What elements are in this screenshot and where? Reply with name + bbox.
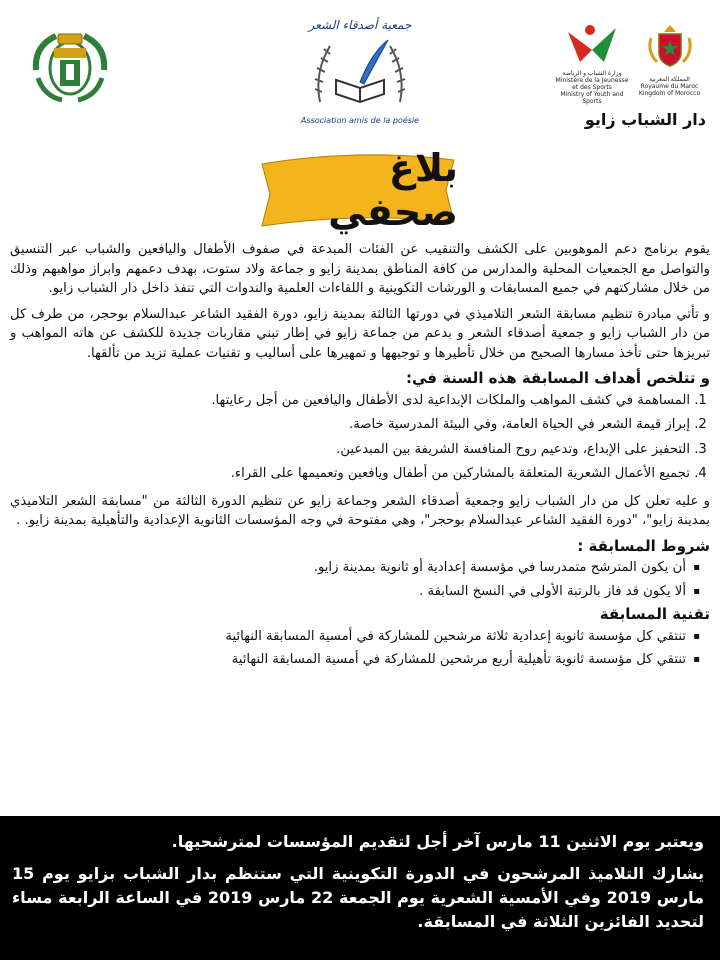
- list-item: 4. تجميع الأعمال الشعرية المتعلقة بالمشاركين من أطفال ويافعين وتعميمها على القراء.: [10, 464, 690, 484]
- ministry-mark-icon: [562, 22, 622, 66]
- deadline-line: ويعتبر يوم الاثنين 11 مارس آخر أجل لتقديم المؤسسات لمترشحيها.: [171, 832, 704, 851]
- coat-of-arms-icon: [645, 22, 695, 72]
- list-item: 3. التحفيز على الإبداع، وتدعيم روح المنافسة الشريفة بين المبدعين.: [10, 440, 690, 460]
- association-logo: [300, 18, 420, 133]
- list-item: 1. المساهمة في كشف المواهب والملكات الإبداعية لدى الأطفال واليافعين من أجل رعايتها.: [10, 391, 690, 411]
- technique-title: تقنية المسابقة: [599, 605, 710, 623]
- kingdom-name-fr: Royaume du Maroc: [640, 83, 699, 90]
- technique-list: [10, 627, 710, 670]
- kingdom-name-ar: المملكة المغربية: [649, 76, 690, 83]
- banner-title: بلاغ صحفي: [328, 146, 458, 234]
- objectives-title: و تتلخص أهداف المسابقة هذه السنة في:: [405, 369, 710, 387]
- announcement-paragraph: و عليه تعلن كل من دار الشباب زايو وجمعية أصدقاء الشعر وجماعة زايو عن تنظيم الدورة الثالثة من "مسابقة الشعر التلاميذي بمدينة زايو"، "دورة الفقيد الشاعر عبدالسلام بوحجر"، وهي مفتوحة في وجه المؤسسات الثانوية الإعدادية والتأهيلية بمدينة زايو. .: [10, 493, 710, 528]
- youth-house-name: دار الشباب زايو: [584, 110, 706, 129]
- list-item: ▪ تنتقي كل مؤسسة ثانوية تأهيلية أربع مرشحين للمشاركة في أمسية المسابقة النهائية: [10, 650, 686, 670]
- intro-paragraph-2: و تأتي مبادرة تنظيم مسابقة الشعر التلاميذي في دورتها الثالثة بمدينة زايو، دورة الفقيد الشاعر عبدالسلام بوحجر، من طرف كل من دار الشباب زايو و جمعية أصدقاء الشعر و بدعم من جماعة زايو في إطار تبني مقاربات جديدة للكشف عن هاته المواهب و تبريزها حتى تأخذ مسارها الصحيح من خلال تأطيرها و توجيهها و تمهيرها على أساليب و تقنيات عملية تزيد من تألقها.: [10, 306, 710, 361]
- ministry-logo: [552, 22, 632, 112]
- association-name-ar: جمعية أصدقاء الشعر: [308, 18, 412, 32]
- school-emblem-logo: [30, 26, 110, 106]
- ministry-name-fr: Ministère de la Jeunesse et des Sports: [555, 77, 629, 91]
- conditions-title: شروط المسابقة :: [577, 536, 710, 555]
- press-release-banner: [258, 146, 458, 234]
- association-name-fr: Association amis de la poésie: [300, 116, 420, 125]
- list-item: ▪ ألا يكون قد فاز بالرتبة الأولى في النسخ السابقة .: [10, 582, 686, 602]
- list-item: ▪ أن يكون المترشح متمدرسا في مؤسسة إعدادية أو ثانوية بمدينة زايو.: [10, 558, 686, 578]
- ministry-name-en: Ministry of Youth and Sports: [560, 91, 624, 105]
- book-quill-icon: [310, 32, 410, 110]
- kingdom-name-en: Kingdom of Morocco: [638, 90, 701, 97]
- list-item: 2. إبراز قيمة الشعر في الحياة العامة، وفي البيئة المدرسية خاصة.: [10, 415, 690, 435]
- kingdom-logo: [632, 22, 707, 112]
- intro-paragraph-1: يقوم برنامج دعم الموهوبين على الكشف والتنقيب عن الفئات المبدعة في صفوف الأطفال واليافعين والشباب عبر التنسيق والتواصل مع الجمعيات المحلية والمدارس من كافة المناطق بمدينة زايو و جماعة ولاد ستوت، بهدف دعمهم وابراز مواهبهم وذلك من خلال مشاركتهم في جميع المسابقات و الورشات التكوينية و اللقاءات العلمية والندوات التي تنفذ داخل دار الشباب زايو.: [10, 242, 710, 296]
- deadline-footer: [0, 816, 720, 960]
- ministry-name-ar: وزارة الشباب و الرياضة: [562, 70, 622, 77]
- objectives-list: [10, 391, 710, 484]
- conditions-list: [10, 558, 710, 601]
- list-item: ▪ تنتقي كل مؤسسة ثانوية إعدادية ثلاثة مرشحين للمشاركة في أمسية المسابقة النهائية: [10, 627, 686, 647]
- header: [0, 0, 720, 140]
- main-content: [10, 240, 710, 674]
- schedule-line: يشارك التلاميذ المرشحون في الدورة التكوينية التي ستنظم بدار الشباب بزايو يوم 15 مارس 2019 وفي الأمسية الشعرية يوم الجمعة 22 مارس 2019 في الساعة الرابعة مساء لتحديد الفائزين الثلاثة في المسابقة.: [12, 864, 705, 931]
